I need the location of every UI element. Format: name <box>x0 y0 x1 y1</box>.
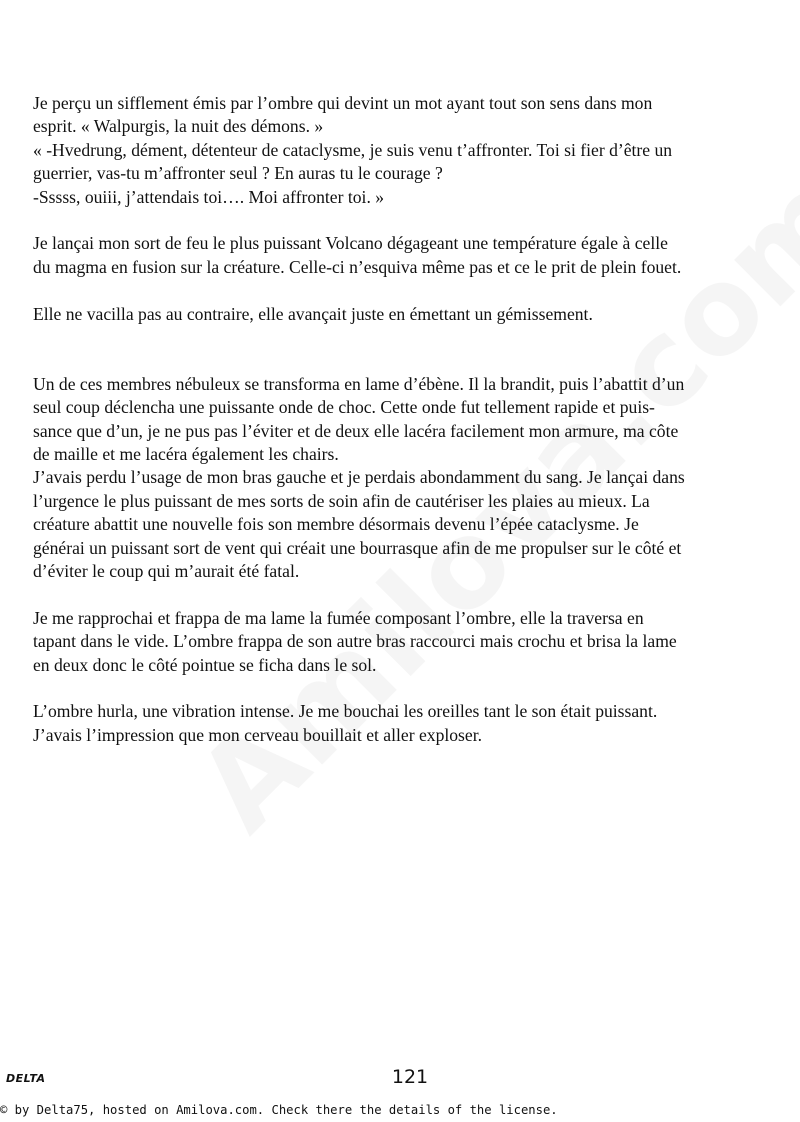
text-line: de maille et me lacéra également les chairs. <box>33 444 339 465</box>
text-line: Je lançai mon sort de feu le plus puissant Volcano dégageant une température égale à celle <box>33 233 668 254</box>
paragraph-ebony-blade <box>33 373 778 584</box>
text-line: « -Hvedrung, dément, détenteur de cataclysme, je suis venu t’affronter. Toi si fier d’être un <box>33 139 673 160</box>
text-line: Elle ne vacilla pas au contraire, elle avançait juste en émettant un gémissement. <box>33 303 593 324</box>
text-line: Un de ces membres nébuleux se transforma en lame d’ébène. Il la brandit, puis l’abattit d’un <box>33 373 685 394</box>
text-line: J’avais perdu l’usage de mon bras gauche et je perdais abondamment du sang. Je lançai dans <box>33 467 685 488</box>
text-line: en deux donc le côté pointue se ficha dans le sol. <box>33 654 377 675</box>
page-body <box>33 92 778 747</box>
text-line: -Sssss, ouiii, j’attendais toi…. Moi affronter toi. » <box>33 186 385 207</box>
text-line: L’ombre hurla, une vibration intense. Je me bouchai les oreilles tant le son était puissant. <box>33 701 658 722</box>
delta-logo: DELTA <box>6 1072 46 1085</box>
text-line: esprit. « Walpurgis, la nuit des démons. » <box>33 116 324 137</box>
text-line: créature abattit une nouvelle fois son membre désormais devenu l’épée cataclysme. Je <box>33 514 639 535</box>
text-line: seul coup déclencha une puissante onde de choc. Cette onde fut tellement rapide et puis- <box>33 397 655 418</box>
paragraph-volcano <box>33 232 778 279</box>
text-line: sance que d’un, je ne pus pas l’éviter et de deux elle lacéra facilement mon armure, ma côte <box>33 420 679 441</box>
text-line: générai un puissant sort de vent qui créait une bourrasque afin de me propulser sur le côté et <box>33 537 682 558</box>
text-line: Je me rapprochai et frappa de ma lame la fumée composant l’ombre, elle la traversa en <box>33 607 644 628</box>
paragraph-strike <box>33 607 778 677</box>
text-line: Je perçu un sifflement émis par l’ombre qui devint un mot ayant tout son sens dans mon <box>33 93 653 113</box>
page-number: 121 <box>391 1066 429 1088</box>
paragraph-dialogue <box>33 92 778 209</box>
text-line: guerrier, vas-tu m’affronter seul ? En auras tu le courage ? <box>33 163 443 184</box>
paragraph-advance <box>33 303 778 326</box>
license-notice: © by Delta75, hosted on Amilova.com. Check there the details of the license. <box>0 1103 558 1117</box>
text-line: J’avais l’impression que mon cerveau bouillait et aller exploser. <box>33 724 482 745</box>
text-line: tapant dans le vide. L’ombre frappa de son autre bras raccourci mais crochu et brisa la lame <box>33 631 677 652</box>
paragraph-scream <box>33 700 778 747</box>
text-line: d’éviter le coup qui m’aurait été fatal. <box>33 561 300 582</box>
text-line: l’urgence le plus puissant de mes sorts de soin afin de cautériser les plaies au mieux. La <box>33 490 650 511</box>
text-line: du magma en fusion sur la créature. Celle-ci n’esquiva même pas et ce le prit de plein fouet. <box>33 256 682 277</box>
